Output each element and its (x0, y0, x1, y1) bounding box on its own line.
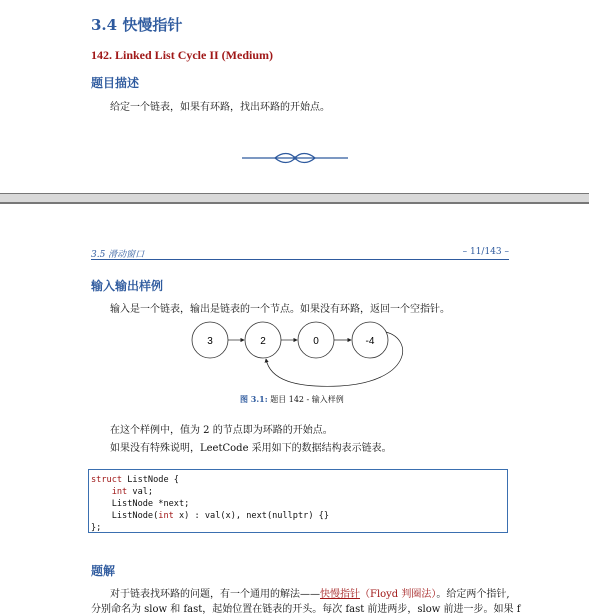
running-header-section: 3.5 滑动窗口 (91, 250, 145, 260)
ornament-divider-icon (240, 152, 350, 164)
node-3 (352, 322, 388, 358)
linked-list-diagram (190, 320, 410, 395)
solution-text-b: 。给定两个指针, (436, 589, 510, 600)
code-line-3: ListNode *next; (111, 499, 190, 509)
node-1-label: 2 (260, 336, 266, 347)
running-header-page-number: – 11/143 – (462, 247, 509, 257)
example-explanation: 在这个样例中，值为 2 的节点即为环路的开始点。 (110, 425, 333, 436)
floyd-note: （Floyd 判圈法） (360, 589, 437, 600)
data-structure-note: 如果没有特殊说明，LeetCode 采用如下的数据结构表示链表。 (110, 443, 392, 454)
caption-text: 题目 142 - 输入样例 (270, 395, 344, 404)
node-3-label: -4 (365, 336, 375, 347)
section-title: 3.4 快慢指针 (91, 16, 183, 34)
node-0 (192, 322, 228, 358)
node-2 (298, 322, 334, 358)
description-heading: 题目描述 (91, 76, 140, 90)
code-block (88, 469, 508, 533)
solution-paragraph (110, 585, 510, 600)
solution-heading: 题解 (91, 564, 116, 578)
solution-cut-line: 分别命名为 slow 和 fast，起始位置在链表的开头。每次 fast 前进两步，slow 前进一步。如果 f (91, 604, 521, 615)
code-line-4: ListNode(int x) : val(x), next(nullptr) {} (111, 511, 330, 521)
running-header (91, 247, 509, 260)
code-line-1: struct ListNode { (91, 475, 179, 485)
pdf-page-1 (0, 0, 589, 194)
solution-text-a: 对于链表找环路的问题，有一个通用的解法—— (110, 589, 320, 600)
node-0-label: 3 (207, 336, 213, 347)
figure-caption (240, 394, 344, 405)
problem-title: 142. Linked List Cycle II (Medium) (91, 48, 274, 62)
code-line-5: }; (91, 523, 102, 533)
io-heading: 输入输出样例 (91, 279, 164, 293)
node-1 (245, 322, 281, 358)
fast-slow-pointer-link[interactable]: 快慢指针 (320, 589, 360, 600)
io-text: 输入是一个链表，输出是链表的一个节点。如果没有环路，返回一个空指针。 (110, 304, 450, 315)
description-text: 给定一个链表，如果有环路，找出环路的开始点。 (110, 102, 330, 113)
code-line-2: int val; (111, 487, 154, 497)
caption-label: 图 3.1: (240, 394, 268, 404)
page-gap (0, 193, 589, 203)
node-2-label: 0 (313, 336, 319, 347)
